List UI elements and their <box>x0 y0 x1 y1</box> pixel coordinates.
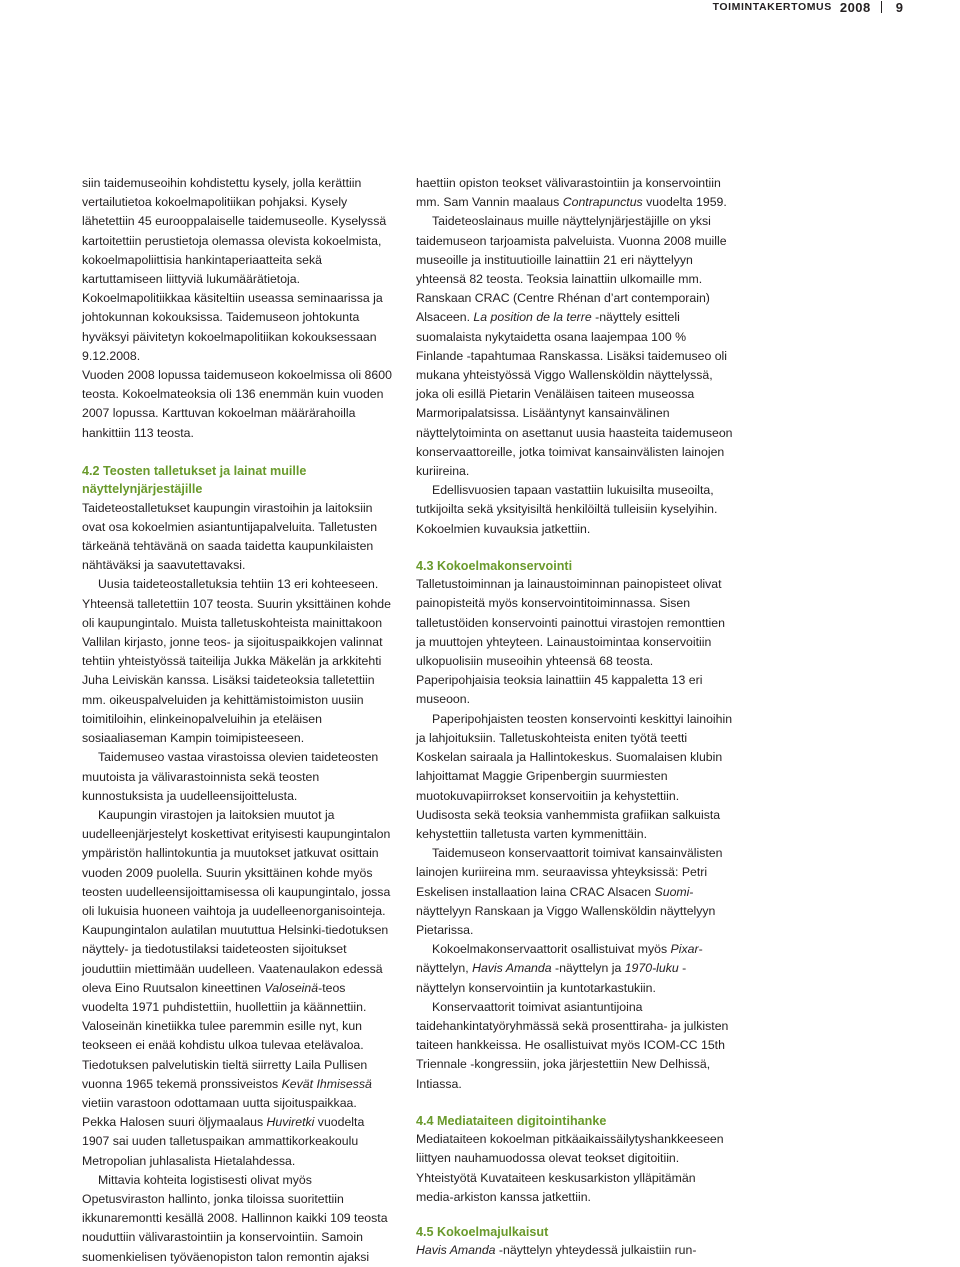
paragraph-s42-2: Uusia taideteostalletuksia tehtiin 13 eri kohteeseen. Yhteensä talletettiin 107 teosta. Suurin yksittäinen kohde oli kaupungintalo. Muista talletuskohteista mainittakoon Vallilan kirjasto, jonne teos- ja sijoituspaikkojen valinnat tehtiin yhteistyössä taiteilija Jukka Mäkelän ja arkkitehti Juha Leiviskän kanssa. Lisäksi taideteoksia talletettiin mm. oikeuspalveluiden ja kehittämistoimiston uusiin toimitiloihin, elinkeinopalveluihin ja eteläisen sosiaaliaseman Kampin toimipisteeseen. <box>82 577 391 746</box>
paragraph-s45-1 <box>416 1241 734 1260</box>
paragraph-collection-count: Vuoden 2008 lopussa taidemuseon kokoelmissa oli 8600 teosta. Kokoelmateoksia oli 136 enemmän kuin vuoden 2007 lopussa. Karttuvan kokoelman määrärahoilla hankittiin 113 teosta. <box>82 368 392 440</box>
artwork-title: Huviretki <box>266 1115 315 1130</box>
header-title: TOIMINTAKERTOMUS <box>712 1 832 13</box>
page-number: 9 <box>895 0 903 15</box>
exhibition-title: 1970-luku <box>624 961 679 976</box>
paragraph-s43-2: Paperipohjaisten teosten konservointi keskittyi lainoihin ja lahjoituksiin. Talletuskohteista eniten työtä teetti Koskelan sairaala ja Hallintokeskus. Suomalaisen klubin lahjoittamat Maggie Gripenbergin suurmiesten muotokuvapiirrokset konservoitiin ja kehystettiin. Uudisosta sekä teoksia vanhemmista grafiikan salkuista kehystettiin talletusta varten kymmenittäin. <box>416 711 733 841</box>
text-run: Kaupungin virastojen ja laitoksien muutot ja uudelleenjärjestelyt koskettivat erityisesti kaupungintalon ympäristön hallintokuntia ja muutokset jatkuvat osittain vuoden 2009 puolella. Suurin yksittäinen kohde myös teosten uudelleensijoittamisessa oli kaupungintalo, jossa oli lukuisia huoneen vaihtoja ja uudelleenorganisointeja. Kaupungintalon aulatilan muututtua Helsinki-tiedotuksen näyttely- ja tiedotustilaksi taideteosten sijoitukset jouduttiin miettimään uudelleen. Vaatenaulakon edessä oleva Eino Ruutsalon kineettinen <box>82 807 391 995</box>
paragraph-s42-3: Taidemuseo vastaa virastoissa olevien taideteosten muutoista ja välivarastoinnista sekä teosten kunnostuksista ja uudelleensijoittelusta. <box>82 750 379 803</box>
text-run: Kokoelmakonservaattorit osallistuivat myös <box>432 942 671 957</box>
exhibition-title: Havis Amanda <box>472 961 552 976</box>
text-run: -näyttelyn konservointiin ja kuntotarkastukiin. <box>416 961 687 995</box>
text-run: vietiin varastoon odottamaan uutta sijoituspaikkaa. Pekka Halosen suuri öljymaalaus <box>82 1095 357 1130</box>
paragraph-inquiries: Edellisvuosien tapaan vastattiin lukuisilta museoilta, tutkijoilta sekä yksityisiltä henkilöiltä tulleisiin kyselyihin. Kokoelmien kuvauksia jatkettiin. <box>416 483 718 536</box>
artwork-title: Kevät Ihmisessä <box>281 1076 372 1091</box>
running-header <box>713 0 903 14</box>
text-run: Taidemuseon konservaattorit toimivat kansainvälisten lainojen kuriireina mm. seuraavissa yhteyksissä: Petri Eskelisen installaation laina CRAC Alsacen <box>416 846 723 899</box>
section-heading-4-5: 4.5 Kokoelmajulkaisut <box>416 1224 549 1239</box>
text-run: Taideteoslainaus muille näyttelynjärjestäjille on yksi taidemuseon tarjoamista palveluista. Vuonna 2008 muille museoille ja instituutioille lainattiin 21 eri näyttelyyn yhteensä 82 teosta. Teoksia lainattiin ulkomaille mm. Ranskaan CRAC (Centre Rhénan d’art contemporain) Alsaceen. <box>416 214 727 325</box>
section-heading-4-4: 4.4 Mediataiteen digitointihanke <box>416 1113 607 1128</box>
paragraph-intro: siin taidemuseoihin kohdistettu kysely, jolla kerättiin vertailutietoa kokoelmapolitiikan pohjaksi. Kysely lähetettiin 45 eurooppalaiselle taidemuseolle. Kyselyssä kartoitettiin perustietoja olemassa olevista kokoelmista, kokoelmapoliittisia hankintaperiaatteita sekä kartuttamiseen liittyviä lukumäärätietoja. Kokoelmapolitiikkaa käsiteltiin useassa seminaarissa ja johtokunnan kokouksissa. Taidemuseon johtokunta hyväksyi päivitetyn kokoelmapolitiikan kokouksessaan 9.12.2008. <box>82 176 387 363</box>
exhibition-title: Havis Amanda <box>416 1243 496 1258</box>
exhibition-title: La position de la terre <box>473 310 592 325</box>
paragraph-s43-1: Talletustoiminnan ja lainaustoiminnan painopisteet olivat painopisteitä myös konservointitoiminnassa. Sisen talletustöiden konservointi painottui virastojen remonttien ja muuttojen yhteyteen. Lainaustoimintaa konservoitiin ulkopuolisiin museoihin yhteensä 68 teosta. Paperipohjaisia teoksia lainattiin 45 kappaletta 13 eri museoon. <box>416 577 725 707</box>
text-run: -näyttelyn, <box>416 942 703 976</box>
paragraph-s44-1: Mediataiteen kokoelman pitkäaikaissäilytyshankkeeseen liittyen nauhamuodossa olevat teokset digitoitiin. Yhteistyötä Kuvataiteen keskusarkiston ylläpitämän media-arkiston kanssa jatkettiin. <box>416 1132 724 1204</box>
paragraph-s42-1: Taideteostalletukset kaupungin virastoihin ja laitoksiin ovat osa kokoelmien asiantuntijapalveluita. Talletusten tärkeänä tehtävänä on saada taidetta kaupunkilaisten nähtäväksi ja saavutettavaksi. <box>82 500 378 573</box>
text-run: vuodelta 1907 sai uuden talletuspaikan ammattikorkeakoulu Metropolian juhlasalista Hietalahdessa. <box>82 1115 365 1168</box>
text-run: -näyttelyyn Ranskaan ja Viggo Wallensköldin näyttelyyn Pietarissa. <box>416 884 716 937</box>
paragraph-s43-3 <box>416 844 734 940</box>
right-column <box>416 174 734 1261</box>
paragraph-loans <box>416 212 734 481</box>
section-heading-4-3: 4.3 Kokoelmakonservointi <box>416 558 573 573</box>
section-heading-4-2: 4.2 Teosten talletukset ja lainat muille näyttelynjärjestäjille <box>82 463 307 497</box>
artwork-title: Valoseinä <box>264 980 319 995</box>
text-run: haettiin opiston teokset välivarastointiin ja konservointiin mm. Sam Vannin maalaus <box>416 176 721 210</box>
paragraph-s42-4 <box>82 806 394 1171</box>
paragraph-continued <box>416 174 734 212</box>
text-run: -näyttely esitteli suomalaista nykytaidetta osana laajempaa 100 % Finlande -tapahtumaa Ranskassa. Lisäksi taidemuseo oli mukana yhteistyössä Viggo Wallensköldin näyttelyssä, joka oli esillä Pietarin Venäläisen taiteen museossa Marmoripalatsissa. Lisääntynyt kansainvälinen näyttelytoiminta on asettanut uusia haasteita taidemuseon konservaattoreille, jotka toimivat kansainvälisten lainojen kuriireina. <box>416 310 733 479</box>
paragraph-s43-5: Konservaattorit toimivat asiantuntijoina taidehankintatyöryhmässä sekä prosenttiraha- ja julkisten taiteen hankkeissa. He osallistuivat myös ICOM-CC 15th Triennale -kongressiin, joka järjestettiin New Delhissä, Intiassa. <box>416 999 729 1091</box>
header-year: 2008 <box>839 0 871 15</box>
header-divider <box>881 1 882 13</box>
paragraph-s43-4 <box>416 940 734 998</box>
text-run: -teos vuodelta 1971 puhdistettiin, huollettiin ja käännettiin. Valoseinän kinetiikka tulee paremmin esille nyt, kun teokseen ei enää kohdistu ulkoa tulevaa etelävaloa. Tiedotuksen palvelutiskin tieltä siirretty Laila Pullisen vuonna 1965 tekemä pronssiveistos <box>82 980 368 1091</box>
exhibition-title: Suomi <box>654 884 690 899</box>
left-column <box>82 174 394 1267</box>
text-run: -näyttelyn ja <box>551 961 625 976</box>
text-run: -näyttelyn yhteydessä julkaistiin run- <box>495 1243 697 1258</box>
text-run: vuodelta 1959. <box>642 195 727 210</box>
paragraph-s42-5: Mittavia kohteita logistisesti olivat myös Opetusviraston hallinto, jonka tiloissa suoritettiin ikkunaremontti kesällä 2008. Hallinnon kaikki 109 teosta nouduttiin välivarastointiin ja konservointiin. Samoin suomenkielisen työväenopiston talon remontin ajaksi <box>82 1172 388 1264</box>
artwork-title: Contrapunctus <box>562 195 643 210</box>
exhibition-title: Pixar <box>670 942 699 957</box>
